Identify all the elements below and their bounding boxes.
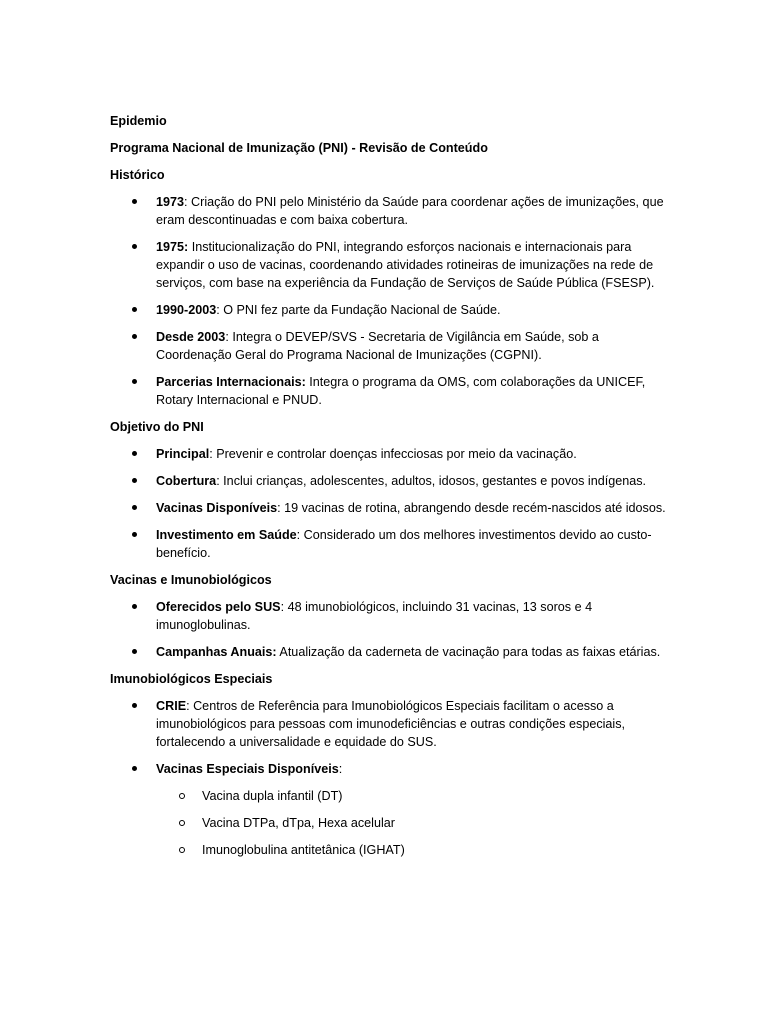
item-text: : Prevenir e controlar doenças infecciosas por meio da vacinação. [209, 447, 577, 461]
document-body [110, 112, 670, 868]
item-text: : Considerado um dos melhores investimentos devido ao custo-benefício. [156, 528, 652, 560]
bullet-icon [132, 604, 137, 609]
sublist-item [156, 787, 670, 805]
sublist-item [156, 841, 670, 859]
circle-bullet-icon [179, 793, 185, 799]
circle-bullet-icon [179, 847, 185, 853]
item-term: 1975: [156, 240, 189, 254]
item-text: : [338, 762, 343, 776]
bullet-icon [132, 334, 137, 339]
list-objetivo [110, 445, 670, 562]
item-text: : 48 imunobiológicos, incluindo 31 vacinas, 13 soros e 4 imunoglobulinas. [156, 600, 593, 632]
list-item [110, 328, 670, 364]
list-item [110, 598, 670, 634]
item-term: Campanhas Anuais: [156, 645, 277, 659]
sublist-item [156, 814, 670, 832]
item-term: Vacinas Especiais Disponíveis [156, 762, 339, 776]
section-heading-historico: Histórico [110, 168, 165, 182]
document-title: Epidemio [110, 114, 167, 128]
list-item [110, 760, 670, 859]
item-term: CRIE [156, 699, 187, 713]
item-text: : Criação do PNI pelo Ministério da Saúde para coordenar ações de imunizações, que eram descontinuadas e com baixa cobertura. [156, 195, 664, 227]
list-item [110, 193, 670, 229]
item-term: Oferecidos pelo SUS [156, 600, 281, 614]
item-term: Parcerias Internacionais: [156, 375, 306, 389]
bullet-icon [132, 478, 137, 483]
item-text: : Inclui crianças, adolescentes, adultos, idosos, gestantes e povos indígenas. [216, 474, 647, 488]
item-text: : 19 vacinas de rotina, abrangendo desde recém-nascidos até idosos. [277, 501, 666, 515]
section-heading-especiais: Imunobiológicos Especiais [110, 672, 273, 686]
bullet-icon [132, 379, 137, 384]
circle-bullet-icon [179, 820, 185, 826]
sublist-vacinas-especiais [156, 787, 670, 859]
sublist-item-text: Vacina DTPa, dTpa, Hexa acelular [202, 816, 395, 830]
list-item [110, 643, 670, 661]
bullet-icon [132, 532, 137, 537]
item-term: 1990-2003 [156, 303, 217, 317]
bullet-icon [132, 505, 137, 510]
list-vacinas [110, 598, 670, 661]
sublist-item-text: Vacina dupla infantil (DT) [202, 789, 343, 803]
item-text: Integra o programa da OMS, com colaborações da UNICEF, Rotary Internacional e PNUD. [156, 375, 646, 407]
list-item [110, 472, 670, 490]
document-subtitle: Programa Nacional de Imunização (PNI) - Revisão de Conteúdo [110, 141, 488, 155]
item-term: Cobertura [156, 474, 217, 488]
bullet-icon [132, 649, 137, 654]
list-item [110, 301, 670, 319]
item-text: : Centros de Referência para Imunobiológicos Especiais facilitam o acesso a imunobiológicos para pessoas com imunodeficiências e outras condições especiais, fortalecendo a universalidade e equidade do SUS. [156, 699, 626, 749]
bullet-icon [132, 199, 137, 204]
item-term: Vacinas Disponíveis [156, 501, 278, 515]
list-item [110, 373, 670, 409]
sublist-item-text: Imunoglobulina antitetânica (IGHAT) [202, 843, 405, 857]
item-text: Atualização da caderneta de vacinação para todas as faixas etárias. [276, 645, 661, 659]
list-historico [110, 193, 670, 409]
item-text: Institucionalização do PNI, integrando esforços nacionais e internacionais para expandir o uso de vacinas, coordenando atividades rotineiras de imunizações na rede de serviços, com base na experiência da Fundação de Serviços de Saúde Pública (FSESP). [156, 240, 655, 290]
item-text: : Integra o DEVEP/SVS - Secretaria de Vigilância em Saúde, sob a Coordenação Geral do Programa Nacional de Imunizações (CGPNI). [156, 330, 599, 362]
list-especiais [110, 697, 670, 859]
item-term: Desde 2003 [156, 330, 226, 344]
list-item [110, 697, 670, 751]
bullet-icon [132, 244, 137, 249]
item-term: Principal [156, 447, 210, 461]
list-item [110, 499, 670, 517]
list-item [110, 238, 670, 292]
section-heading-vacinas: Vacinas e Imunobiológicos [110, 573, 272, 587]
bullet-icon [132, 307, 137, 312]
list-item [110, 526, 670, 562]
item-text: : O PNI fez parte da Fundação Nacional de Saúde. [216, 303, 501, 317]
bullet-icon [132, 766, 137, 771]
item-term: Investimento em Saúde [156, 528, 297, 542]
item-term: 1973 [156, 195, 185, 209]
bullet-icon [132, 451, 137, 456]
bullet-icon [132, 703, 137, 708]
section-heading-objetivo: Objetivo do PNI [110, 420, 204, 434]
list-item [110, 445, 670, 463]
